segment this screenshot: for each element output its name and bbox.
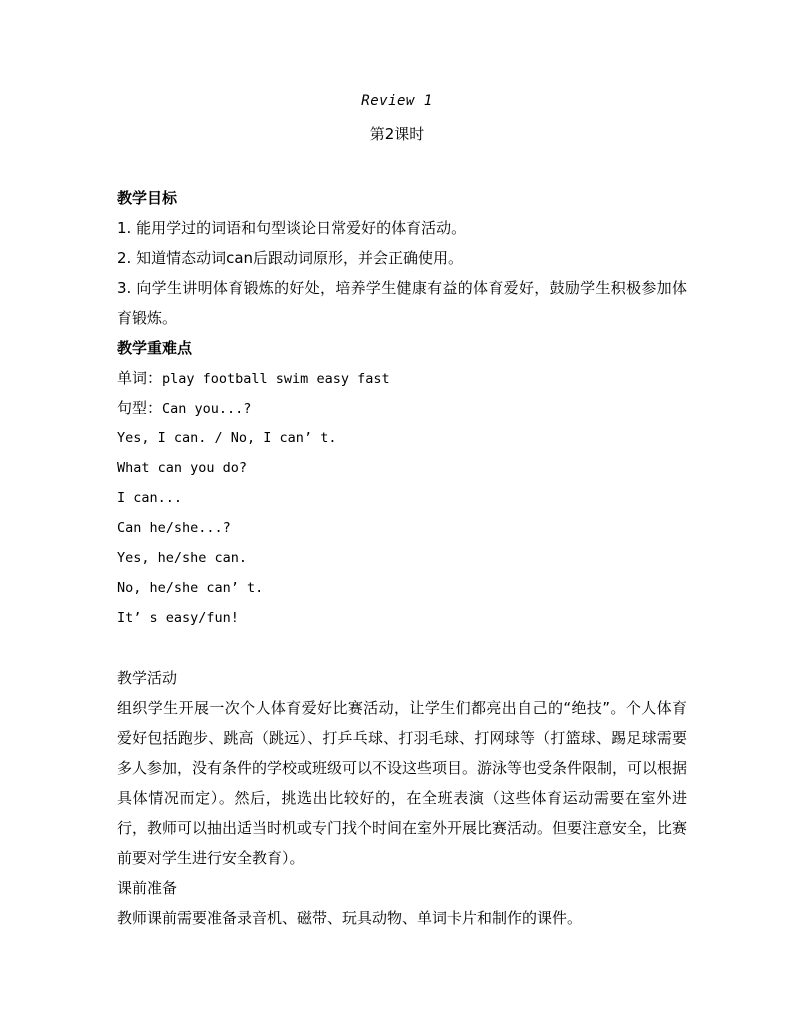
key-words: play football swim easy fast [162, 371, 390, 387]
key-words-line [117, 363, 687, 393]
document-body [117, 183, 687, 933]
section-spacer [117, 633, 687, 663]
sentence-8: It’ s easy/fun! [117, 610, 239, 626]
preparation-heading: 课前准备 [117, 879, 178, 897]
activities-text: 组织学生开展一次个人体育爱好比赛活动，让学生们都亮出自己的“绝技”。个人体育爱好包括跑步、跳高（跳远）、打乒乓球、打羽毛球、打网球等（打篮球、踢足球需要多人参加，没有条件的学校或班级可以不设这些项目。游泳等也受条件限制，可以根据具体情况而定）。然后，挑选出比较好的，在全班表演（这些体育运动需要在室外进行，教师可以抽出适当时机或专门找个时间在室外开展比赛活动。但要注意安全，比赛前要对学生进行安全教育）。 [117, 699, 688, 867]
activities-heading: 教学活动 [117, 669, 178, 687]
objective-item-2: 2. 知道情态动词can后跟动词原形，并会正确使用。 [117, 249, 464, 267]
sentence-1: Can you...? [162, 401, 252, 417]
key-sentences-label: 句型： [117, 399, 163, 417]
sentence-2: Yes, I can. / No, I can’ t. [117, 430, 337, 446]
objective-item-3: 3. 向学生讲明体育锻炼的好处，培养学生健康有益的体育爱好，鼓励学生积极参加体育锻炼。 [117, 279, 687, 327]
sentence-6: Yes, he/she can. [117, 550, 248, 566]
preparation-text: 教师课前需要准备录音机、磁带、玩具动物、单词卡片和制作的课件。 [117, 909, 583, 927]
objective-item-1: 1. 能用学过的词语和句型谈论日常爱好的体育活动。 [117, 219, 467, 237]
lesson-title-chinese: 第2课时 [369, 125, 425, 143]
sentence-4: I can... [117, 490, 183, 506]
sentence-7: No, he/she can’ t. [117, 580, 264, 596]
key-sentences-line [117, 393, 687, 423]
sentence-3: What can you do? [117, 460, 248, 476]
lesson-title-english: Review 1 [361, 93, 433, 109]
key-words-label: 单词： [117, 369, 163, 387]
key-points-heading: 教学重难点 [117, 339, 193, 357]
sentence-5: Can he/she...? [117, 520, 231, 536]
objectives-heading: 教学目标 [117, 189, 178, 207]
